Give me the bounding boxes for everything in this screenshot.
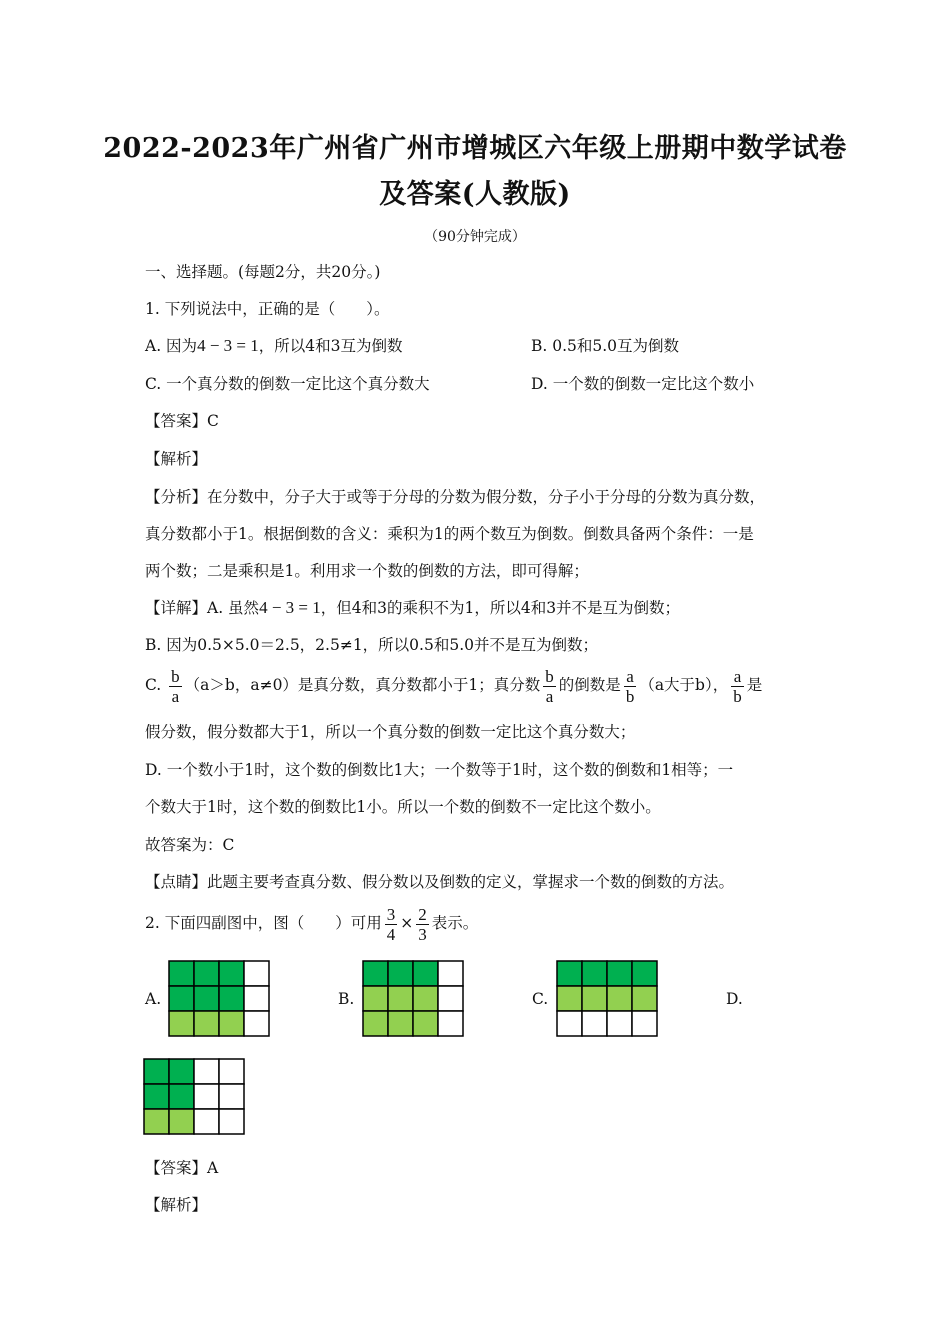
title-line-1: 2022-2023年广州省广州市增城区六年级上册期中数学试卷 [103,133,847,164]
q1-detail-c-mid1: （a＞b，a≠0）是真分数，真分数都小于1；真分数 [184,676,541,694]
grid-cell [413,961,438,986]
q1-detail-a-eq: 4 − 3 = 1 [259,598,321,617]
grid-cell [438,1011,463,1036]
q1-detail-d-2: 个数大于1时，这个数的倒数比1小。所以一个数的倒数不一定比这个数小。 [145,798,661,816]
grid-cell [607,1011,632,1036]
grid-cell [219,1059,244,1084]
grid-cell [169,986,194,1011]
frac-num: 2 [418,904,427,924]
grid-cell [413,986,438,1011]
subtitle: （90分钟完成） [424,229,526,245]
grid-cell [244,986,269,1011]
frac-num: b [171,666,180,686]
q1-option-d: D. 一个数的倒数一定比这个数小 [531,375,755,393]
q1-detail-c-pre: C. [145,676,162,694]
q1-option-a-eq: 4 − 3 = 1 [197,336,259,355]
q2-stem [145,902,478,944]
q1-answer: 【答案】C [145,412,219,430]
fraction-b-over-a [169,667,182,706]
q1-stem: 1. 下列说法中，正确的是（ ）。 [145,300,390,318]
q1-detail-d: D. 一个数小于1时，这个数的倒数比1大；一个数等于1时，这个数的倒数和1相等；一 [145,761,734,779]
q1-detail-c [145,665,762,706]
grid-cell [388,1011,413,1036]
q2-label-d: D. [726,990,743,1008]
q1-fenxi-1: 【分析】在分数中，分子大于或等于分母的分数为假分数，分子小于分母的分数为真分数， [145,488,766,506]
q1-detail-c-mid3: （a大于b）， [639,676,729,694]
grid-option-b [362,960,466,1039]
grid-cell [632,1011,657,1036]
q2-label-c: C. [532,990,549,1008]
q2-analysis-label: 【解析】 [145,1196,208,1214]
grid-option-d [143,1058,247,1137]
q1-conclusion: 故答案为：C [145,836,235,854]
q2-stem-post: 表示。 [431,914,479,932]
q1-dianjing: 【点睛】此题主要考查真分数、假分数以及倒数的定义，掌握求一个数的倒数的方法。 [145,873,735,891]
frac-den: b [733,686,742,706]
grid-cell [607,986,632,1011]
frac-num: 3 [386,904,396,924]
grid-cell [194,1109,219,1134]
grid-cell [219,1109,244,1134]
grid-cell [194,1084,219,1109]
times-sign: × [400,914,414,932]
grid-option-a [168,960,272,1039]
grid-cell [557,961,582,986]
grid-cell [582,961,607,986]
q1-detail-a-post: ，但4和3的乘积不为1，所以4和3并不是互为倒数； [320,599,681,617]
fraction-b-over-a-2 [543,667,556,706]
q1-detail-a [145,597,680,619]
fraction-3-4 [385,905,398,944]
grid-cell [582,986,607,1011]
grid-cell [244,1011,269,1036]
q1-option-a-post: ，所以4和3互为倒数 [258,337,403,355]
title-line-2: 及答案(人教版) [379,179,571,210]
grid-cell [557,986,582,1011]
q1-detail-b: B. 因为0.5×5.0＝2.5，2.5≠1，所以0.5和5.0并不是互为倒数； [145,636,598,654]
grid-cell [169,1011,194,1036]
q1-option-b: B. 0.5和5.0互为倒数 [531,337,680,355]
grid-cell [438,986,463,1011]
grid-cell [413,1011,438,1036]
q1-detail-c-mid2: 的倒数是 [558,676,621,694]
grid-cell [632,986,657,1011]
frac-den: 4 [386,924,396,944]
grid-cell [219,1011,244,1036]
frac-num: b [545,666,554,686]
q1-option-a [145,335,402,357]
grid-cell [363,986,388,1011]
q1-detail-c-2: 假分数，假分数都大于1，所以一个真分数的倒数一定比这个真分数大； [145,723,636,741]
q1-option-a-pre: A. 因为 [145,337,198,355]
grid-cell [388,986,413,1011]
frac-num: a [624,667,637,687]
frac-den: a [545,686,554,706]
grid-cell [557,1011,582,1036]
q2-label-b: B. [338,990,355,1008]
grid-cell [144,1059,169,1084]
q2-answer: 【答案】A [145,1159,219,1177]
grid-option-c [556,960,660,1039]
q1-detail-a-pre: 【详解】A. 虽然 [145,599,260,617]
fraction-a-over-b [624,667,637,706]
grid-cell [632,961,657,986]
grid-cell [194,1059,219,1084]
grid-cell [144,1084,169,1109]
q2-label-a: A. [145,990,162,1008]
q1-option-c: C. 一个真分数的倒数一定比这个真分数大 [145,375,430,393]
fraction-a-over-b-2 [731,667,744,706]
frac-den: b [625,686,635,706]
grid-cell [607,961,632,986]
q1-fenxi-3: 两个数；二是乘积是1。利用求一个数的倒数的方法，即可得解； [145,562,589,580]
grid-cell [388,961,413,986]
frac-den: a [171,686,180,706]
grid-cell [169,1084,194,1109]
grid-cell [194,986,219,1011]
grid-cell [438,961,463,986]
grid-cell [244,961,269,986]
q1-analysis-label: 【解析】 [145,450,208,468]
grid-cell [194,1011,219,1036]
grid-cell [219,1084,244,1109]
fraction-2-3 [416,905,429,944]
grid-cell [219,986,244,1011]
grid-cell [363,1011,388,1036]
frac-den: 3 [418,924,427,944]
frac-num: a [731,667,744,687]
grid-cell [582,1011,607,1036]
grid-cell [169,961,194,986]
section-heading: 一、选择题。(每题2分，共20分。) [145,263,381,281]
grid-cell [219,961,244,986]
grid-cell [363,961,388,986]
grid-cell [169,1059,194,1084]
q2-stem-pre: 2. 下面四副图中，图（ ）可用 [145,914,382,932]
q1-fenxi-2: 真分数都小于1。根据倒数的含义：乘积为1的两个数互为倒数。倒数具备两个条件：一是 [145,525,754,543]
q1-detail-c-post: 是 [746,676,763,694]
grid-cell [194,961,219,986]
grid-cell [144,1109,169,1134]
grid-cell [169,1109,194,1134]
